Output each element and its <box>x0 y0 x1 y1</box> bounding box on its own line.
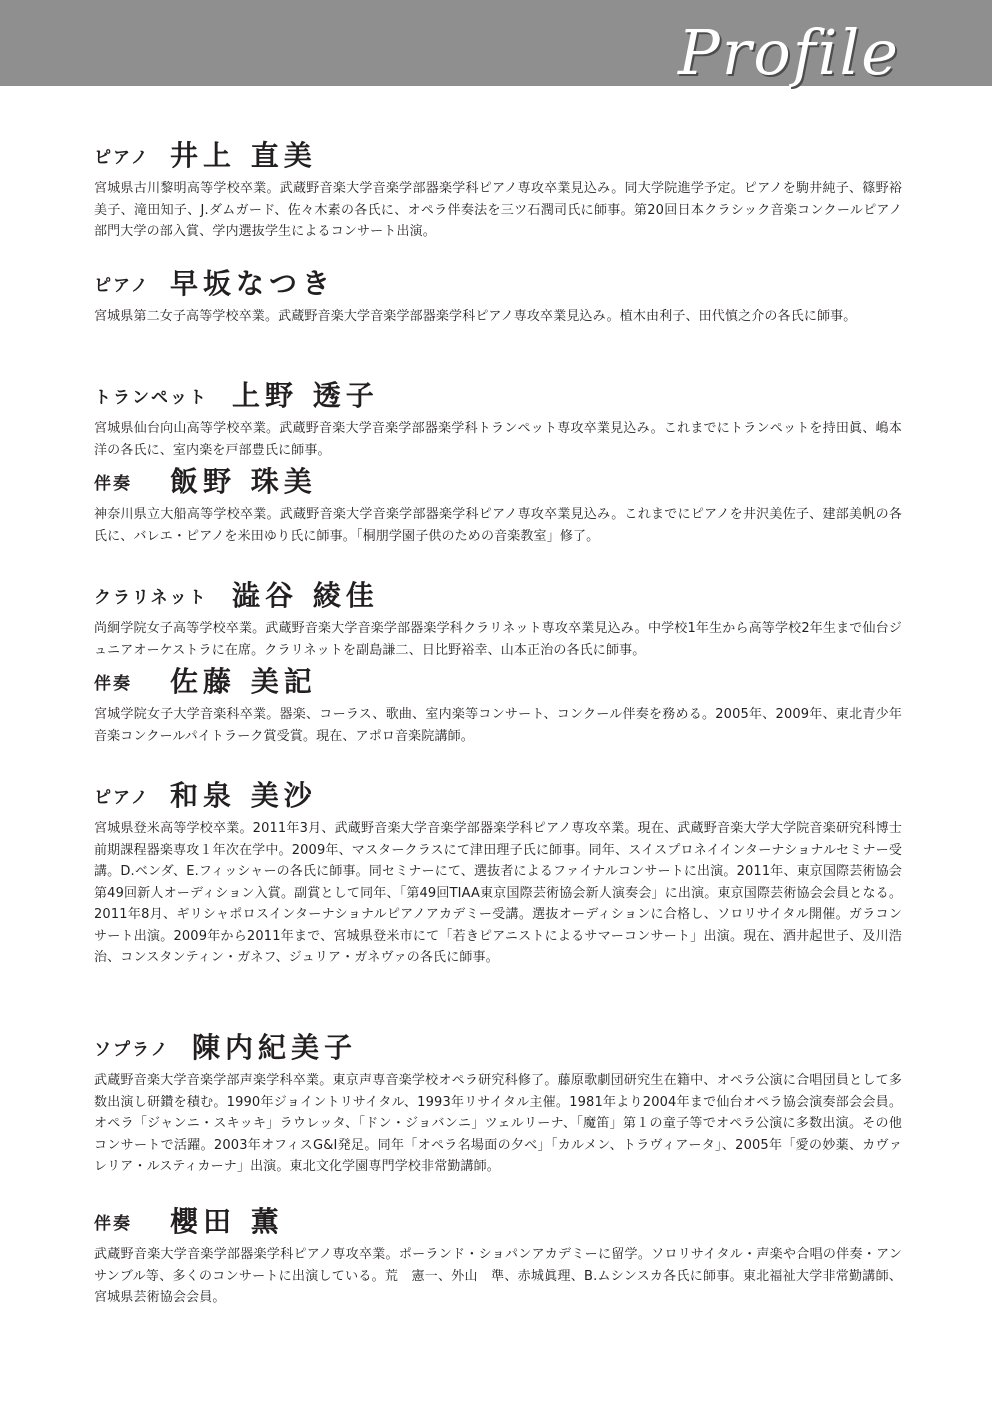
profile-entry <box>94 1198 902 1309</box>
role-label: ピアノ <box>94 276 150 296</box>
profile-entry <box>94 658 902 747</box>
biography: 宮城学院女子大学音楽科卒業。器楽、コーラス、歌曲、室内楽等コンサート、コンクール伴奏を務める。2005年、2009年、東北青少年音楽コンクールパイトラーク賞受賞。現在、アポロ音楽院講師。 <box>94 707 902 744</box>
entry-heading <box>94 372 902 412</box>
performer-name: 早坂なつき <box>170 267 336 300</box>
role-label: 伴奏 <box>94 1214 132 1234</box>
entry-heading <box>94 772 902 812</box>
biography: 武蔵野音楽大学音楽学部器楽学科ピアノ専攻卒業。ポーランド・ショパンアカデミーに留学。ソロリサイタル・声楽や合唱の伴奏・アンサンブル等、多くのコンサートに出演している。荒 憲一、外山 準、赤城眞理、B.ムシンスカ各氏に師事。東北福祉大学非常勤講師、宮城県芸術協会会員。 <box>94 1247 902 1305</box>
performer-name: 佐藤 美記 <box>170 665 317 698</box>
biography: 尚絅学院女子高等学校卒業。武蔵野音楽大学音楽学部器楽学科クラリネット専攻卒業見込み。中学校1年生から高等学校2年生まで仙台ジュニアオーケストラに在席。クラリネットを副島謙二、日比野裕幸、山本正治の各氏に師事。 <box>94 621 902 658</box>
biography: 宮城県第二女子高等学校卒業。武蔵野音楽大学音楽学部器楽学科ピアノ専攻卒業見込み。植木由利子、田代慎之介の各氏に師事。 <box>94 309 857 324</box>
biography: 神奈川県立大船高等学校卒業。武蔵野音楽大学音楽学部器楽学科ピアノ専攻卒業見込み。これまでにピアノを井沢美佐子、建部美帆の各氏に、バレエ・ピアノを米田ゆり氏に師事。「桐朋学園子供のための音楽教室」修了。 <box>94 507 902 544</box>
entry-heading <box>94 658 902 698</box>
role-label: ピアノ <box>94 148 150 168</box>
performer-name: 澁谷 綾佳 <box>232 579 379 612</box>
biography: 武蔵野音楽大学音楽学部声楽学科卒業。東京声専音楽学校オペラ研究科修了。藤原歌劇団研究生在籍中、オペラ公演に合唱団員として多数出演し研鑽を積む。1990年ジョイントリサイタル、1993年リサイタル主催。1981年より2004年まで仙台オペラ協会演奏部会会員。オペラ「ジャンニ・スキッキ」ラウレッタ、「ドン・ジョバンニ」ツェルリーナ、「魔笛」第１の童子等でオペラ公演に多数出演。その他コンサートで活躍。2003年オフィスG&I発足。同年「オペラ名場面の夕べ」「カルメン、トラヴィアータ」、2005年「愛の妙薬、カヴァレリア・ルスティカーナ」出演。東北文化学園専門学校非常勤講師。 <box>94 1073 902 1174</box>
entry-heading <box>94 260 902 300</box>
entry-heading <box>94 572 902 612</box>
profile-entry <box>94 372 902 461</box>
performer-name: 井上 直美 <box>170 139 317 172</box>
biography: 宮城県登米高等学校卒業。2011年3月、武蔵野音楽大学音楽学部器楽学科ピアノ専攻卒業。現在、武蔵野音楽大学大学院音楽研究科博士前期課程器楽専攻１年次在学中。2009年、マスタークラスにて津田理子氏に師事。同年、スイスプロネイインターナショナルセミナー受講。D.ベンダ、E.フィッシャーの各氏に師事。同セミナーにて、選抜者によるファイナルコンサートに出演。2011年、東京国際芸術協会第49回新人オーディション入賞。副賞として同年、「第49回TIAA東京国際芸術協会新人演奏会」に出演。東京国際芸術協会会員となる。2011年8月、ギリシャポロスインターナショナルピアノアカデミー受講。選抜オーディションに合格し、ソロリサイタル開催。ガラコンサート出演。2009年から2011年まで、宮城県登米市にて「若きピアニストによるサマーコンサート」出演。現在、酒井起世子、及川浩治、コンスタンティン・ガネフ、ジュリア・ガネヴァの各氏に師事。 <box>94 821 902 965</box>
biography: 宮城県古川黎明高等学校卒業。武蔵野音楽大学音楽学部器楽学科ピアノ専攻卒業見込み。同大学院進学予定。ピアノを駒井純子、篠野裕美子、滝田知子、J.ダムガード、佐々木素の各氏に、オペラ伴奏法を三ツ石潤司氏に師事。第20回日本クラシック音楽コンクールピアノ部門大学の部入賞、学内選抜学生によるコンサート出演。 <box>94 181 902 239</box>
profile-entry <box>94 132 902 243</box>
entry-heading <box>94 1024 902 1064</box>
profile-entry <box>94 772 902 969</box>
performer-name: 和泉 美沙 <box>170 779 317 812</box>
profile-entry <box>94 1024 902 1178</box>
entry-heading <box>94 458 902 498</box>
role-label: ソプラノ <box>94 1040 170 1060</box>
performer-name: 飯野 珠美 <box>170 465 317 498</box>
performer-name: 陳内紀美子 <box>192 1031 358 1064</box>
biography: 宮城県仙台向山高等学校卒業。武蔵野音楽大学音楽学部器楽学科トランペット専攻卒業見込み。これまでにトランペットを持田眞、嶋本洋の各氏に、室内楽を戸部豊氏に師事。 <box>94 421 902 458</box>
role-label: ピアノ <box>94 788 150 808</box>
performer-name: 上野 透子 <box>232 379 379 412</box>
page-title: Profile <box>678 16 900 89</box>
entry-heading <box>94 1198 902 1238</box>
role-label: クラリネット <box>94 588 208 608</box>
profile-entry <box>94 572 902 661</box>
role-label: 伴奏 <box>94 474 132 494</box>
role-label: トランペット <box>94 388 208 408</box>
role-label: 伴奏 <box>94 674 132 694</box>
profile-entry <box>94 458 902 547</box>
entry-heading <box>94 132 902 172</box>
performer-name: 櫻田 薫 <box>170 1205 284 1238</box>
profile-entry <box>94 260 902 328</box>
